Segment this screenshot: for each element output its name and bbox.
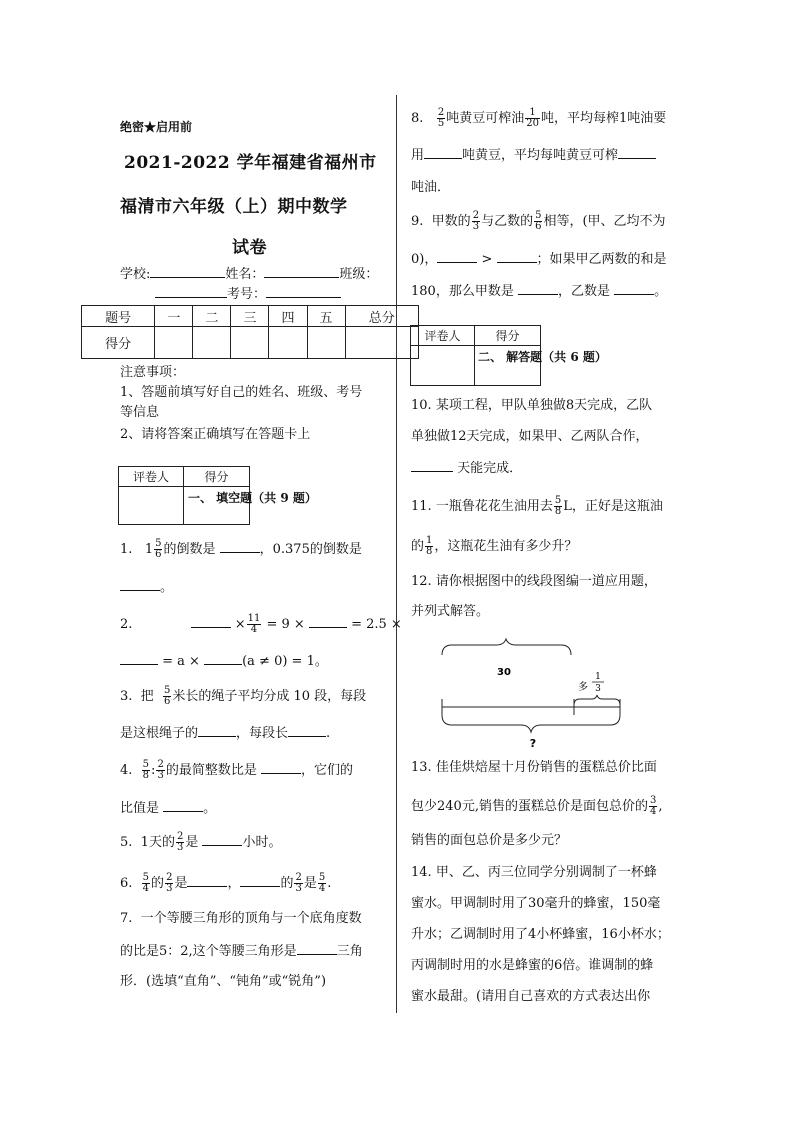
score-header-cell: 二: [193, 306, 231, 327]
question-5: 5. 1天的 $\frac{2}{3}$ 是 小时。: [120, 831, 282, 853]
question-14-cont3: 丙调制时用的水是蜂蜜的6倍。谁调制的蜂: [411, 958, 654, 973]
top-label: 30: [497, 667, 511, 678]
answer-blank[interactable]: [120, 578, 160, 591]
question-number: 7.: [120, 911, 133, 926]
notes-heading: 注意事项：: [120, 365, 186, 380]
school-field[interactable]: [150, 265, 225, 278]
top-brace: [442, 639, 571, 655]
answer-blank[interactable]: [163, 799, 203, 812]
question-9: 9. 甲数的 $\frac{2}{3}$ 与乙数的 $\frac{5}{6}$ 相等，(甲、乙均不为: [411, 210, 666, 232]
score-header-cell: 总分: [345, 306, 418, 327]
question-11-cont: 的 $\frac{1}{8}$ ，这瓶花生油有多少升？: [411, 535, 578, 557]
question-10-cont: 单独做12天完成，如果甲、乙两队合作，: [411, 429, 649, 444]
note-item-2: 2、请将答案正确填写在答题卡上: [120, 427, 311, 442]
fraction: $\frac{1}{20}$: [526, 107, 539, 129]
fraction: $\frac{5}{6}$: [155, 538, 162, 560]
student-info-line2: [155, 285, 341, 304]
fraction: $\frac{2}{3}$: [166, 872, 173, 894]
question-7: 7. 一个等腰三角形的顶角与一个底角度数: [120, 911, 362, 926]
question-8-cont2: 吨油．: [411, 180, 451, 195]
answer-blank[interactable]: [424, 146, 462, 159]
question-number: 4.: [120, 763, 133, 778]
score-header-cell: 四: [269, 306, 307, 327]
question-number: 10.: [411, 398, 432, 413]
score-cell[interactable]: [155, 327, 193, 359]
question-number: 13.: [411, 760, 432, 775]
question-9-cont: 0)， > ；如果甲乙两数的和是: [411, 252, 667, 267]
fraction: $\frac{5}{4}$: [142, 872, 150, 894]
answer-blank[interactable]: [240, 874, 280, 887]
bottom-label: ?: [529, 737, 537, 750]
fraction: $\frac{5}{6}$: [535, 210, 542, 232]
score-cell[interactable]: [345, 327, 418, 359]
more-label: 多: [578, 682, 588, 693]
class-label: 班级：: [339, 267, 379, 282]
question-number: 5.: [120, 835, 133, 850]
score-cell[interactable]: [231, 327, 269, 359]
extra-brace: [574, 695, 620, 705]
question-10-cont2: 天能完成．: [411, 459, 522, 478]
answer-blank[interactable]: [204, 652, 242, 665]
fraction: $\frac{3}{4}$: [649, 795, 657, 817]
score-row-label: 得分: [82, 327, 155, 359]
fraction: $\frac{5}{4}$: [318, 872, 326, 894]
question-4: 4. $\frac{5}{8}$ : $\frac{2}{3}$ 的最简整数比是 ，它们的: [120, 759, 353, 781]
reviewer-label: 评卷人: [411, 326, 475, 346]
question-13-cont: 包少240元,销售的蛋糕总价是面包总价的 $\frac{3}{4}$ ,: [411, 795, 663, 817]
fraction: $\frac{1}{8}$: [426, 535, 433, 557]
question-4-cont: 比值是 。: [120, 801, 217, 816]
score-cell[interactable]: [307, 327, 345, 359]
school-label: 学校:: [120, 267, 151, 282]
question-3-cont: 是这根绳子的 ，每段长 .: [120, 726, 331, 741]
note-item-1b: 等信息: [120, 405, 160, 420]
score-header-cell: 题号: [82, 306, 155, 327]
name-field[interactable]: [264, 265, 339, 278]
question-7-cont: 的比是5：2,这个等腰三角形是 三角: [120, 944, 363, 959]
answer-blank[interactable]: [411, 459, 453, 472]
question-7-cont2: 形．(选填“直角”、“钝角”或“锐角”): [120, 974, 327, 989]
reviewer-cell[interactable]: [411, 346, 475, 386]
answer-blank[interactable]: [497, 250, 537, 263]
more-fraction-denominator: 3: [595, 684, 601, 694]
fraction: $\frac{2}{3}$: [295, 872, 302, 894]
class-field[interactable]: [155, 285, 227, 298]
question-number: 2.: [120, 617, 133, 632]
mixed-whole: 1: [144, 542, 154, 557]
answer-blank[interactable]: [618, 146, 656, 159]
answer-blank[interactable]: [309, 615, 347, 628]
page-title-line2: 福清市六年级（上）期中数学: [120, 197, 348, 217]
question-11: 11. 一瓶鲁花花生油用去 $\frac{5}{8}$ L，正好是这瓶油: [411, 495, 663, 517]
score-cell[interactable]: [193, 327, 231, 359]
answer-blank[interactable]: [191, 615, 231, 628]
name-label: 姓名：: [225, 267, 265, 282]
question-1-cont: 。: [120, 578, 173, 597]
answer-blank[interactable]: [288, 724, 326, 737]
reviewer-label: 评卷人: [119, 467, 184, 487]
exam-no-label: 考号：: [227, 287, 267, 302]
answer-blank[interactable]: [198, 724, 236, 737]
question-14-cont2: 升水；乙调制时用了4小杯蜂蜜，16小杯水；: [411, 927, 670, 942]
fraction: $\frac{2}{3}$: [472, 210, 480, 232]
score-table: [81, 305, 419, 359]
score-label: 得分: [475, 326, 541, 346]
answer-blank[interactable]: [120, 652, 158, 665]
answer-blank[interactable]: [187, 874, 227, 887]
score-cell[interactable]: [269, 327, 307, 359]
score-header-cell: 三: [231, 306, 269, 327]
fraction: $\frac{5}{6}$: [163, 685, 171, 707]
question-number: 1.: [120, 542, 133, 557]
page-title-line3: 试卷: [232, 238, 267, 258]
question-14-cont4: 蜜水最甜。(请用自己喜欢的方式表达出你: [411, 989, 651, 1004]
fraction: $\frac{11}{4}$: [247, 613, 261, 635]
note-item-1a: 1、答题前填写好自己的姓名、班级、考号: [120, 385, 363, 400]
section2-title: 二、 解答题（共 6 题）: [478, 350, 607, 364]
column-divider: [396, 95, 397, 1013]
score-header-cell: 一: [155, 306, 193, 327]
question-2: 2. × $\frac{11}{4}$ = 9 × = 2.5 ×: [120, 613, 402, 635]
answer-blank[interactable]: [437, 250, 477, 263]
student-info-line1: [120, 265, 378, 284]
fraction: $\frac{2}{5}$: [437, 107, 445, 129]
question-3: 3. 把 $\frac{5}{6}$ 米长的绳子平均分成 10 段，每段: [120, 685, 367, 707]
exam-no-field[interactable]: [266, 285, 341, 298]
question-6: 6. $\frac{5}{4}$ 的 $\frac{2}{3}$ 是 ， 的 $\frac{2}{3}$ 是 $\frac{5}{4}$ .: [120, 872, 332, 894]
question-8-cont: 用 吨黄豆，平均每吨黄豆可榨: [411, 146, 656, 165]
answer-blank[interactable]: [220, 540, 260, 553]
bottom-brace: [442, 715, 620, 732]
question-2-cont: = a × (a ≠ 0) = 1。: [120, 652, 328, 671]
question-14: 14. 甲、乙、丙三位同学分别调制了一杯蜂: [411, 865, 657, 880]
question-9-cont2: 180，那么甲数是 ，乙数是 。: [411, 284, 668, 299]
fraction: $\frac{2}{3}$: [176, 831, 184, 853]
score-header-cell: 五: [307, 306, 345, 327]
question-1: 1. 1 $\frac{5}{6}$ 的倒数是 ，0.375的倒数是: [120, 538, 362, 560]
question-13-cont2: 销售的面包总价是多少元？: [411, 833, 568, 848]
answer-blank[interactable]: [518, 282, 558, 295]
score-label: 得分: [184, 467, 250, 487]
page-title-line1: 2021-2022 学年福建省福州市: [124, 153, 377, 173]
more-fraction-numerator: 1: [595, 672, 601, 682]
question-12: 12. 请你根据图中的线段图编一道应用题，: [411, 574, 657, 589]
section1-title: 一、 填空题（共 9 题）: [188, 491, 317, 505]
answer-blank[interactable]: [202, 833, 242, 846]
question-number: 8.: [411, 111, 424, 126]
reviewer-cell[interactable]: [119, 487, 184, 525]
question-number: 12.: [411, 574, 432, 589]
fraction: $\frac{5}{8}$: [142, 759, 150, 781]
line-segment-diagram: [436, 635, 626, 750]
question-12-cont: 并列式解答。: [411, 604, 490, 619]
question-number: 11.: [411, 499, 432, 514]
question-8: 8. $\frac{2}{5}$ 吨黄豆可榨油 $\frac{1}{20}$ 吨，平均每榨1吨油要: [411, 107, 667, 129]
fraction: $\frac{5}{8}$: [554, 495, 562, 517]
question-10: 10. 某项工程，甲队单独做8天完成，乙队: [411, 398, 653, 413]
question-13: 13. 佳佳烘焙屋十月份销售的蛋糕总价比面: [411, 760, 657, 775]
answer-blank[interactable]: [297, 942, 337, 955]
question-number: 3.: [120, 689, 133, 704]
answer-blank[interactable]: [614, 282, 654, 295]
question-14-cont: 蜜水。甲调制时用了30毫升的蜂蜜，150毫: [411, 896, 661, 911]
question-number: 9.: [411, 214, 424, 229]
confidential-mark: 绝密★启用前: [120, 120, 193, 134]
fraction: $\frac{2}{3}$: [157, 759, 164, 781]
answer-blank[interactable]: [261, 761, 301, 774]
question-number: 14.: [411, 865, 432, 880]
question-number: 6.: [120, 876, 133, 891]
